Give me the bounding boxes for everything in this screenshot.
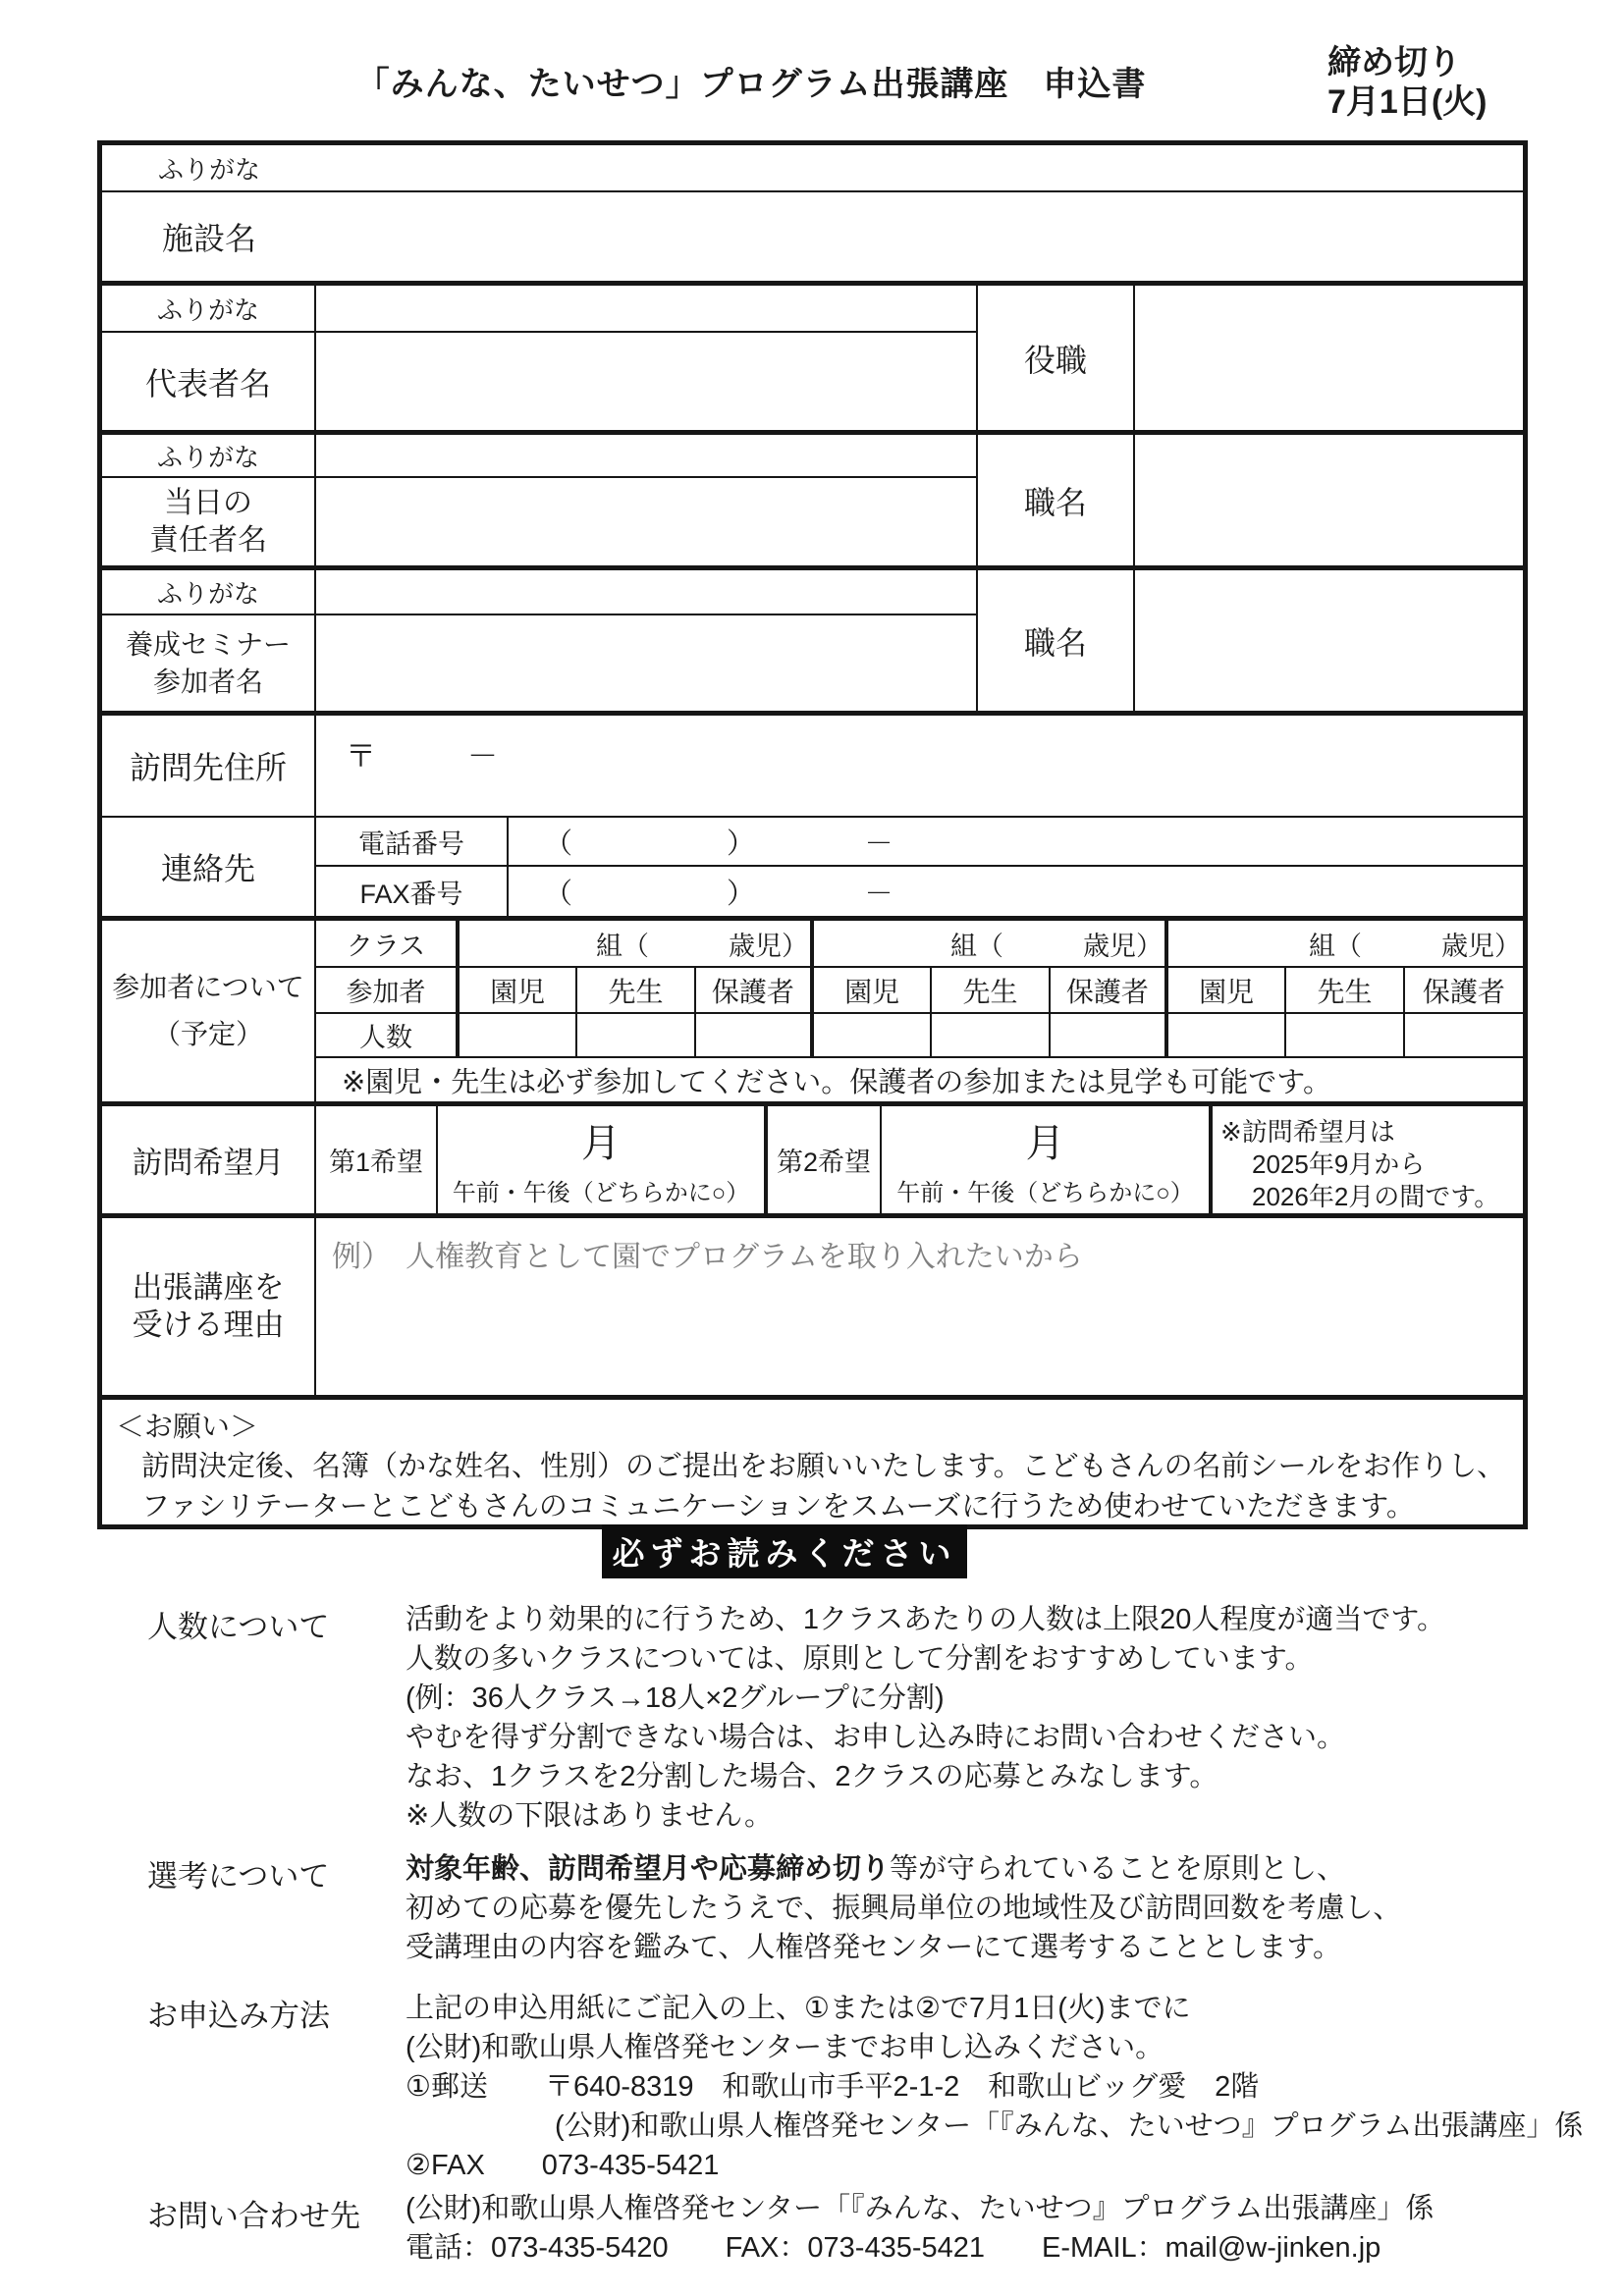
participants-block — [102, 921, 1523, 1106]
facility-block — [102, 145, 1523, 286]
participants-note: ※園児・先生は必ず参加してください。保護者の参加または見学も可能です。 — [342, 1066, 1331, 1098]
section-application-method — [147, 1989, 1583, 2185]
visit-address-block — [102, 716, 1523, 818]
application-label: お申込み方法 — [147, 1999, 330, 2033]
day-manager-position-label: 職名 — [976, 435, 1135, 565]
headcount-line3: (例：36人クラス→18人×2グループに分割) — [406, 1682, 945, 1714]
application-line4: (公財)和歌山県人権啓発センター「『みんな、たいせつ』プログラム出張講座」係 — [555, 2110, 1584, 2142]
visit-month-block — [102, 1106, 1523, 1218]
deadline-label: 締め切り — [1327, 44, 1461, 81]
headcount-label: 人数について — [147, 1610, 330, 1644]
day-manager-name-label — [102, 478, 316, 565]
fax-label: FAX番号 — [316, 867, 509, 916]
seminar-furigana-label: ふりがな — [102, 570, 316, 615]
day-manager-position-input[interactable] — [1135, 435, 1523, 565]
must-read-banner: 必ずお読みください — [602, 1524, 967, 1578]
section-inquiry — [147, 2189, 1434, 2268]
representative-furigana-label: ふりがな — [102, 286, 316, 333]
facility-furigana-input[interactable] — [316, 145, 1523, 192]
participant-type-guardian: 保護者 — [1051, 968, 1168, 1014]
participants-label — [102, 921, 316, 1101]
seminar-participant-block — [102, 570, 1523, 716]
ampm-choice: 午前・午後（どちらかに○） — [896, 1180, 1194, 1206]
participants-label-line2: （予定） — [152, 1019, 263, 1049]
application-line2: (公財)和歌山県人権啓発センターまでお申し込みください。 — [406, 2032, 1164, 2063]
deadline-note — [1327, 43, 1487, 122]
seminar-name-input[interactable] — [316, 615, 976, 711]
class-row-label: クラス — [316, 921, 460, 968]
reason-example-text: 例） 人権教育として園でプログラムを取り入れたいから — [332, 1241, 1083, 1273]
reason-label-line1: 出張講座を — [132, 1270, 285, 1305]
seminar-position-label: 職名 — [976, 570, 1135, 711]
participant-type-guardian: 保護者 — [1405, 968, 1523, 1014]
request-line2: ファシリテーターとこどもさんのコミュニケーションをスムーズに行うため使わせていただきます。 — [141, 1491, 1415, 1522]
participant-row-label: 参加者 — [316, 968, 460, 1014]
day-manager-name-input[interactable] — [316, 478, 976, 565]
representative-name-label: 代表者名 — [102, 333, 316, 430]
ampm-choice: 午前・午後（どちらかに○） — [452, 1180, 750, 1206]
day-manager-furigana-label: ふりがな — [102, 435, 316, 478]
visit-note-line1: ※訪問希望月は — [1220, 1117, 1395, 1147]
selection-label: 選考について — [147, 1859, 330, 1894]
inquiry-line1: (公財)和歌山県人権啓発センター「『みんな、たいせつ』プログラム出張講座」係 — [406, 2193, 1435, 2224]
day-manager-furigana-input[interactable] — [316, 435, 976, 478]
seminar-name-label — [102, 615, 316, 711]
seminar-position-input[interactable] — [1135, 570, 1523, 711]
contact-label: 連絡先 — [102, 818, 316, 916]
day-manager-block — [102, 435, 1523, 570]
facility-name-input[interactable] — [316, 192, 1523, 281]
participant-type-teacher: 先生 — [577, 968, 695, 1014]
participant-type-teacher: 先生 — [932, 968, 1050, 1014]
tel-label: 電話番号 — [316, 818, 509, 867]
visit-month-note — [1213, 1106, 1523, 1213]
headcount-line1: 活動をより効果的に行うため、1クラスあたりの人数は上限20人程度が適当です。 — [406, 1604, 1446, 1635]
participant-type-children: 園児 — [814, 968, 932, 1014]
participant-type-children: 園児 — [1168, 968, 1286, 1014]
first-choice-month-input[interactable] — [438, 1106, 768, 1213]
headcount-body — [406, 1600, 1445, 1836]
selection-line1-rest: 等が守られていることを原則とし、 — [890, 1853, 1346, 1885]
selection-line1 — [406, 1849, 1401, 1889]
seminar-label-line1: 養成セミナー — [125, 628, 291, 660]
request-title: ＜お願い＞ — [116, 1412, 259, 1443]
visit-note-line2: 2025年9月から — [1252, 1149, 1426, 1179]
reason-input[interactable] — [316, 1218, 1523, 1395]
day-manager-label-line2: 責任者名 — [149, 523, 267, 557]
month-suffix: 月 — [1025, 1121, 1065, 1165]
count-input[interactable] — [460, 1014, 577, 1058]
selection-line2: 初めての応募を優先したうえで、振興局単位の地域性及び訪問回数を考慮し、 — [406, 1893, 1402, 1924]
selection-line1-bold: 対象年齢、訪問希望月や応募締め切り — [406, 1853, 891, 1885]
count-input[interactable] — [1051, 1014, 1168, 1058]
headcount-line2: 人数の多いクラスについては、原則として分割をおすすめしています。 — [406, 1643, 1314, 1675]
selection-body — [406, 1849, 1401, 1967]
count-input[interactable] — [577, 1014, 695, 1058]
selection-line3: 受講理由の内容を鑑みて、人権啓発センターにて選考することとします。 — [406, 1932, 1341, 1963]
postal-mark: 〒 － — [346, 739, 498, 774]
tel-input[interactable]: （ ） － — [509, 818, 1523, 867]
page-title: 「みんな、たいせつ」プログラム出張講座 申込書 — [355, 66, 1147, 103]
visit-address-label: 訪問先住所 — [102, 716, 316, 816]
participant-type-guardian: 保護者 — [696, 968, 814, 1014]
headcount-line5: なお、1クラスを2分割した場合、2クラスの応募とみなします。 — [406, 1761, 1218, 1792]
request-line1: 訪問決定後、名簿（かな姓名、性別）のご提出をお願いいたします。こどもさんの名前シールをお作りし、 — [141, 1451, 1506, 1482]
deadline-date: 7月1日(火) — [1327, 83, 1488, 121]
application-table — [97, 140, 1528, 1529]
representative-position-label: 役職 — [976, 286, 1135, 430]
visit-note-line3: 2026年2月の間です。 — [1252, 1182, 1500, 1211]
second-choice-month-input[interactable] — [882, 1106, 1213, 1213]
representative-furigana-input[interactable] — [316, 286, 976, 333]
application-line5: ②FAX 073-435-5421 — [406, 2150, 720, 2181]
count-input[interactable] — [1405, 1014, 1523, 1058]
participant-type-children: 園児 — [460, 968, 577, 1014]
facility-name-label: 施設名 — [161, 221, 256, 256]
representative-name-input[interactable] — [316, 333, 976, 430]
headcount-line4: やむを得ず分割できない場合は、お申し込み時にお問い合わせください。 — [406, 1722, 1346, 1753]
reason-label — [102, 1218, 316, 1395]
inquiry-line2: 電話：073-435-5420 FAX：073-435-5421 E-MAIL：mail@w-jinken.jp — [406, 2232, 1381, 2264]
reason-block — [102, 1218, 1523, 1400]
seminar-furigana-input[interactable] — [316, 570, 976, 615]
facility-furigana-label: ふりがな — [102, 145, 316, 192]
participants-label-line1: 参加者について — [112, 972, 304, 1002]
day-manager-label-line1: 当日の — [164, 486, 252, 519]
representative-position-input[interactable] — [1135, 286, 1523, 430]
reason-label-line2: 受ける理由 — [132, 1308, 285, 1342]
seminar-label-line2: 参加者名 — [152, 666, 263, 697]
class-group-2-input[interactable]: 組（ 歳児） — [814, 921, 1168, 968]
count-row-label: 人数 — [316, 1014, 460, 1058]
class-group-3-input[interactable]: 組（ 歳児） — [1168, 921, 1523, 968]
count-input[interactable] — [696, 1014, 814, 1058]
inquiry-label: お問い合わせ先 — [147, 2199, 360, 2233]
count-input[interactable] — [932, 1014, 1050, 1058]
first-choice-label: 第1希望 — [316, 1106, 438, 1213]
visit-month-label: 訪問希望月 — [102, 1106, 316, 1213]
application-line3: ①郵送 〒640-8319 和歌山市手平2-1-2 和歌山ビッグ愛 2階 — [406, 2071, 1260, 2103]
visit-address-input[interactable] — [316, 716, 1523, 816]
representative-block — [102, 286, 1523, 435]
inquiry-body — [406, 2189, 1434, 2268]
count-input[interactable] — [1286, 1014, 1404, 1058]
second-choice-label: 第2希望 — [768, 1106, 882, 1213]
count-input[interactable] — [1168, 1014, 1286, 1058]
class-group-1-input[interactable]: 組（ 歳児） — [460, 921, 814, 968]
contact-block — [102, 818, 1523, 921]
section-headcount — [147, 1600, 1445, 1836]
application-line1: 上記の申込用紙にご記入の上、①または②で7月1日(火)までに — [406, 1993, 1191, 2024]
fax-input[interactable]: （ ） － — [544, 878, 895, 910]
headcount-line6: ※人数の下限はありません。 — [406, 1800, 774, 1832]
participant-type-teacher: 先生 — [1286, 968, 1404, 1014]
section-selection — [147, 1849, 1401, 1967]
request-block — [102, 1400, 1523, 1524]
count-input[interactable] — [814, 1014, 932, 1058]
month-suffix: 月 — [581, 1121, 621, 1165]
application-body — [406, 1989, 1583, 2185]
